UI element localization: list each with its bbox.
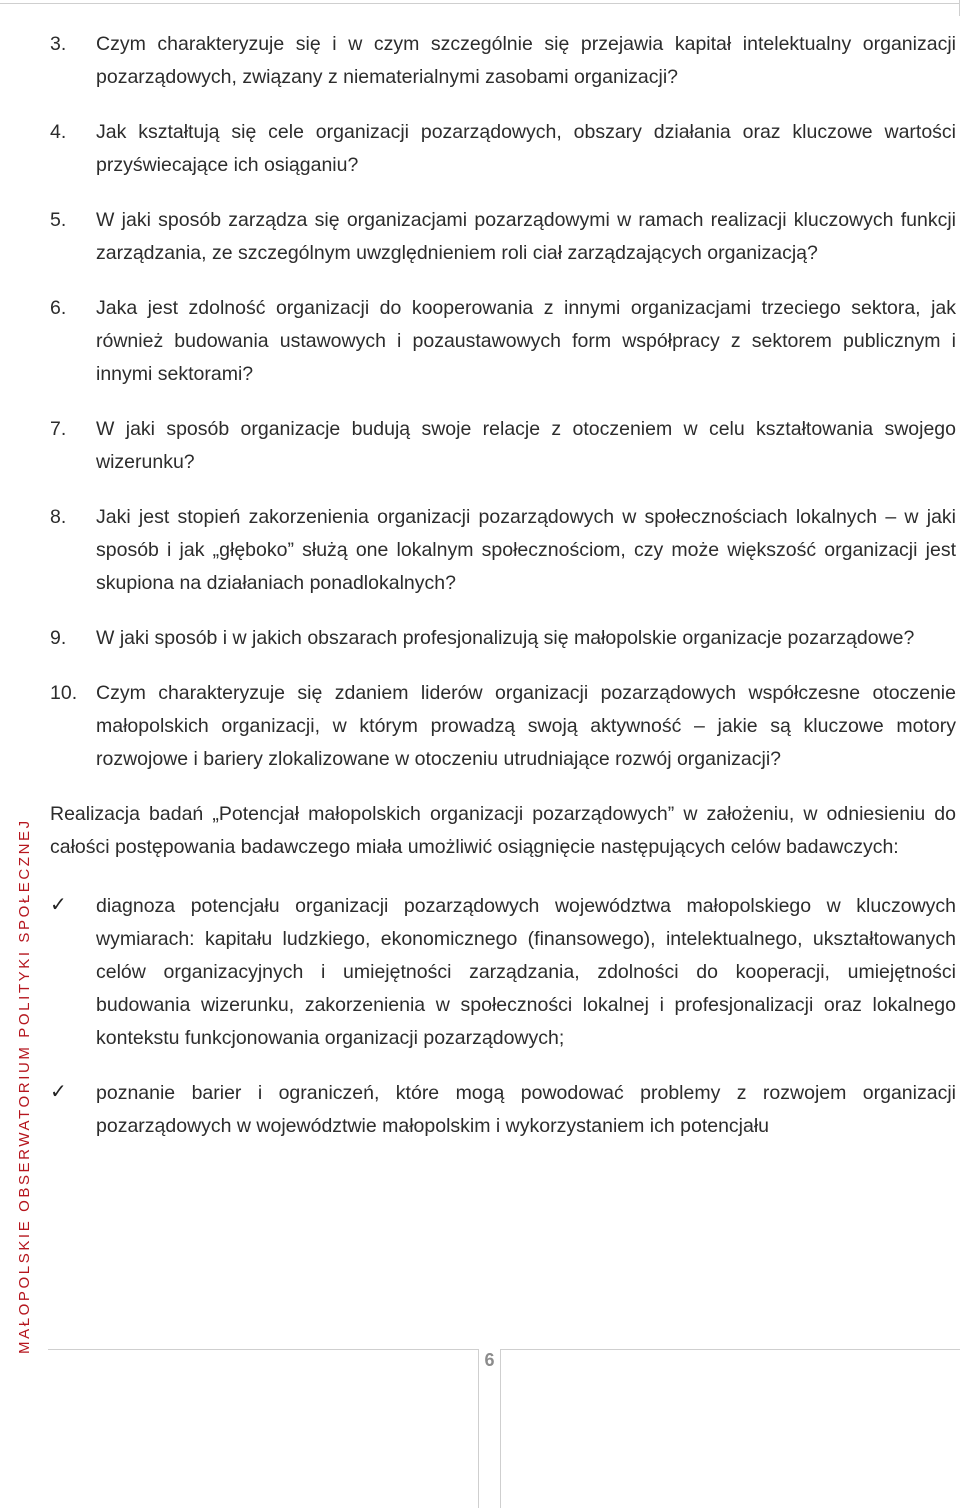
question-number: 3.: [50, 33, 67, 55]
intro-paragraph: Realizacja badań „Potencjał małopolskich organizacji pozarządowych” w założeniu, w odniesieniu do całości postępowania badawczego miała umożliwić osiągnięcie następujących celów badawczych:: [50, 803, 956, 858]
page-number: 6: [484, 1350, 495, 1370]
question-text: Jak kształtują się cele organizacji pozarządowych, obszary działania oraz kluczowe wartości przyświecające ich osiąganiu?: [96, 121, 956, 176]
list-item: [50, 116, 956, 182]
footer-frame-left: [48, 1349, 479, 1508]
question-text: Jaka jest zdolność organizacji do kooperowania z innymi organizacjami trzeciego sektora, jak również budowania ustawowych i pozaustawowych form współpracy z sektorem publicznym i innymi sektorami?: [96, 297, 956, 385]
list-item: [50, 1077, 956, 1143]
list-item: [50, 890, 956, 1055]
list-item: [50, 28, 956, 94]
question-text: Czym charakteryzuje się zdaniem liderów organizacji pozarządowych współczesne otoczenie małopolskich organizacji, w którym prowadzą swoją aktywność – jakie są kluczowe motory rozwojowe i bariery zlokalizowane w otoczeniu utrudniające rozwój organizacji?: [96, 682, 956, 770]
page-content: [50, 28, 956, 1165]
list-item: [50, 677, 956, 776]
research-questions-list: [50, 28, 956, 776]
list-item: [50, 501, 956, 600]
question-number: 8.: [50, 506, 67, 528]
list-item: [50, 413, 956, 479]
checkmark-icon: ✓: [50, 894, 67, 916]
question-text: W jaki sposób i w jakich obszarach profesjonalizują się małopolskie organizacje pozarządowe?: [96, 627, 915, 649]
question-number: 9.: [50, 627, 67, 649]
question-number: 5.: [50, 209, 67, 231]
footer-frame-right: [500, 1349, 960, 1508]
question-number: 7.: [50, 418, 67, 440]
question-number: 4.: [50, 121, 67, 143]
list-item: [50, 292, 956, 391]
question-number: 10.: [50, 682, 78, 704]
top-rule: [0, 3, 960, 4]
question-text: Czym charakteryzuje się i w czym szczególnie się przejawia kapitał intelektualny organizacji pozarządowych, związany z niematerialnymi zasobami organizacji?: [96, 33, 956, 88]
list-item: [50, 204, 956, 270]
checkmark-icon: ✓: [50, 1081, 67, 1103]
research-goals-list: [50, 890, 956, 1143]
question-text: W jaki sposób organizacje budują swoje relacje z otoczeniem w celu kształtowania swojego wizerunku?: [96, 418, 956, 473]
question-number: 6.: [50, 297, 67, 319]
question-text: W jaki sposób zarządza się organizacjami pozarządowymi w ramach realizacji kluczowych funkcji zarządzania, ze szczególnym uwzględnieniem roli ciał zarządzających organizacją?: [96, 209, 956, 264]
question-text: Jaki jest stopień zakorzenienia organizacji pozarządowych w społecznościach lokalnych – w jaki sposób i jak „głęboko” służą one lokalnym społecznościom, czy może większość organizacji jest skupiona na działaniach ponadlokalnych?: [96, 506, 956, 594]
goal-text: poznanie barier i ograniczeń, które mogą powodować problemy z rozwojem organizacji pozarządowych w województwie małopolskim i wykorzystaniem ich potencjału: [96, 1082, 956, 1137]
list-item: [50, 622, 956, 655]
goal-text: diagnoza potencjału organizacji pozarządowych województwa małopolskiego w kluczowych wymiarach: kapitału ludzkiego, ekonomicznego (finansowego), intelektualnego, ukształtowanych celów organizacyjnych i umiejętności zarządzania, zdolności do kooperacji, umiejętności budowania wizerunku, zakorzenienia w społeczności lokalnej i profesjonalizacji oraz lokalnego kontekstu funkcjonowania organizacji pozarządowych;: [96, 895, 956, 1049]
series-side-label: MAŁOPOLSKIE OBSERWATORIUM POLITYKI SPOŁECZNEJ: [16, 818, 33, 1354]
